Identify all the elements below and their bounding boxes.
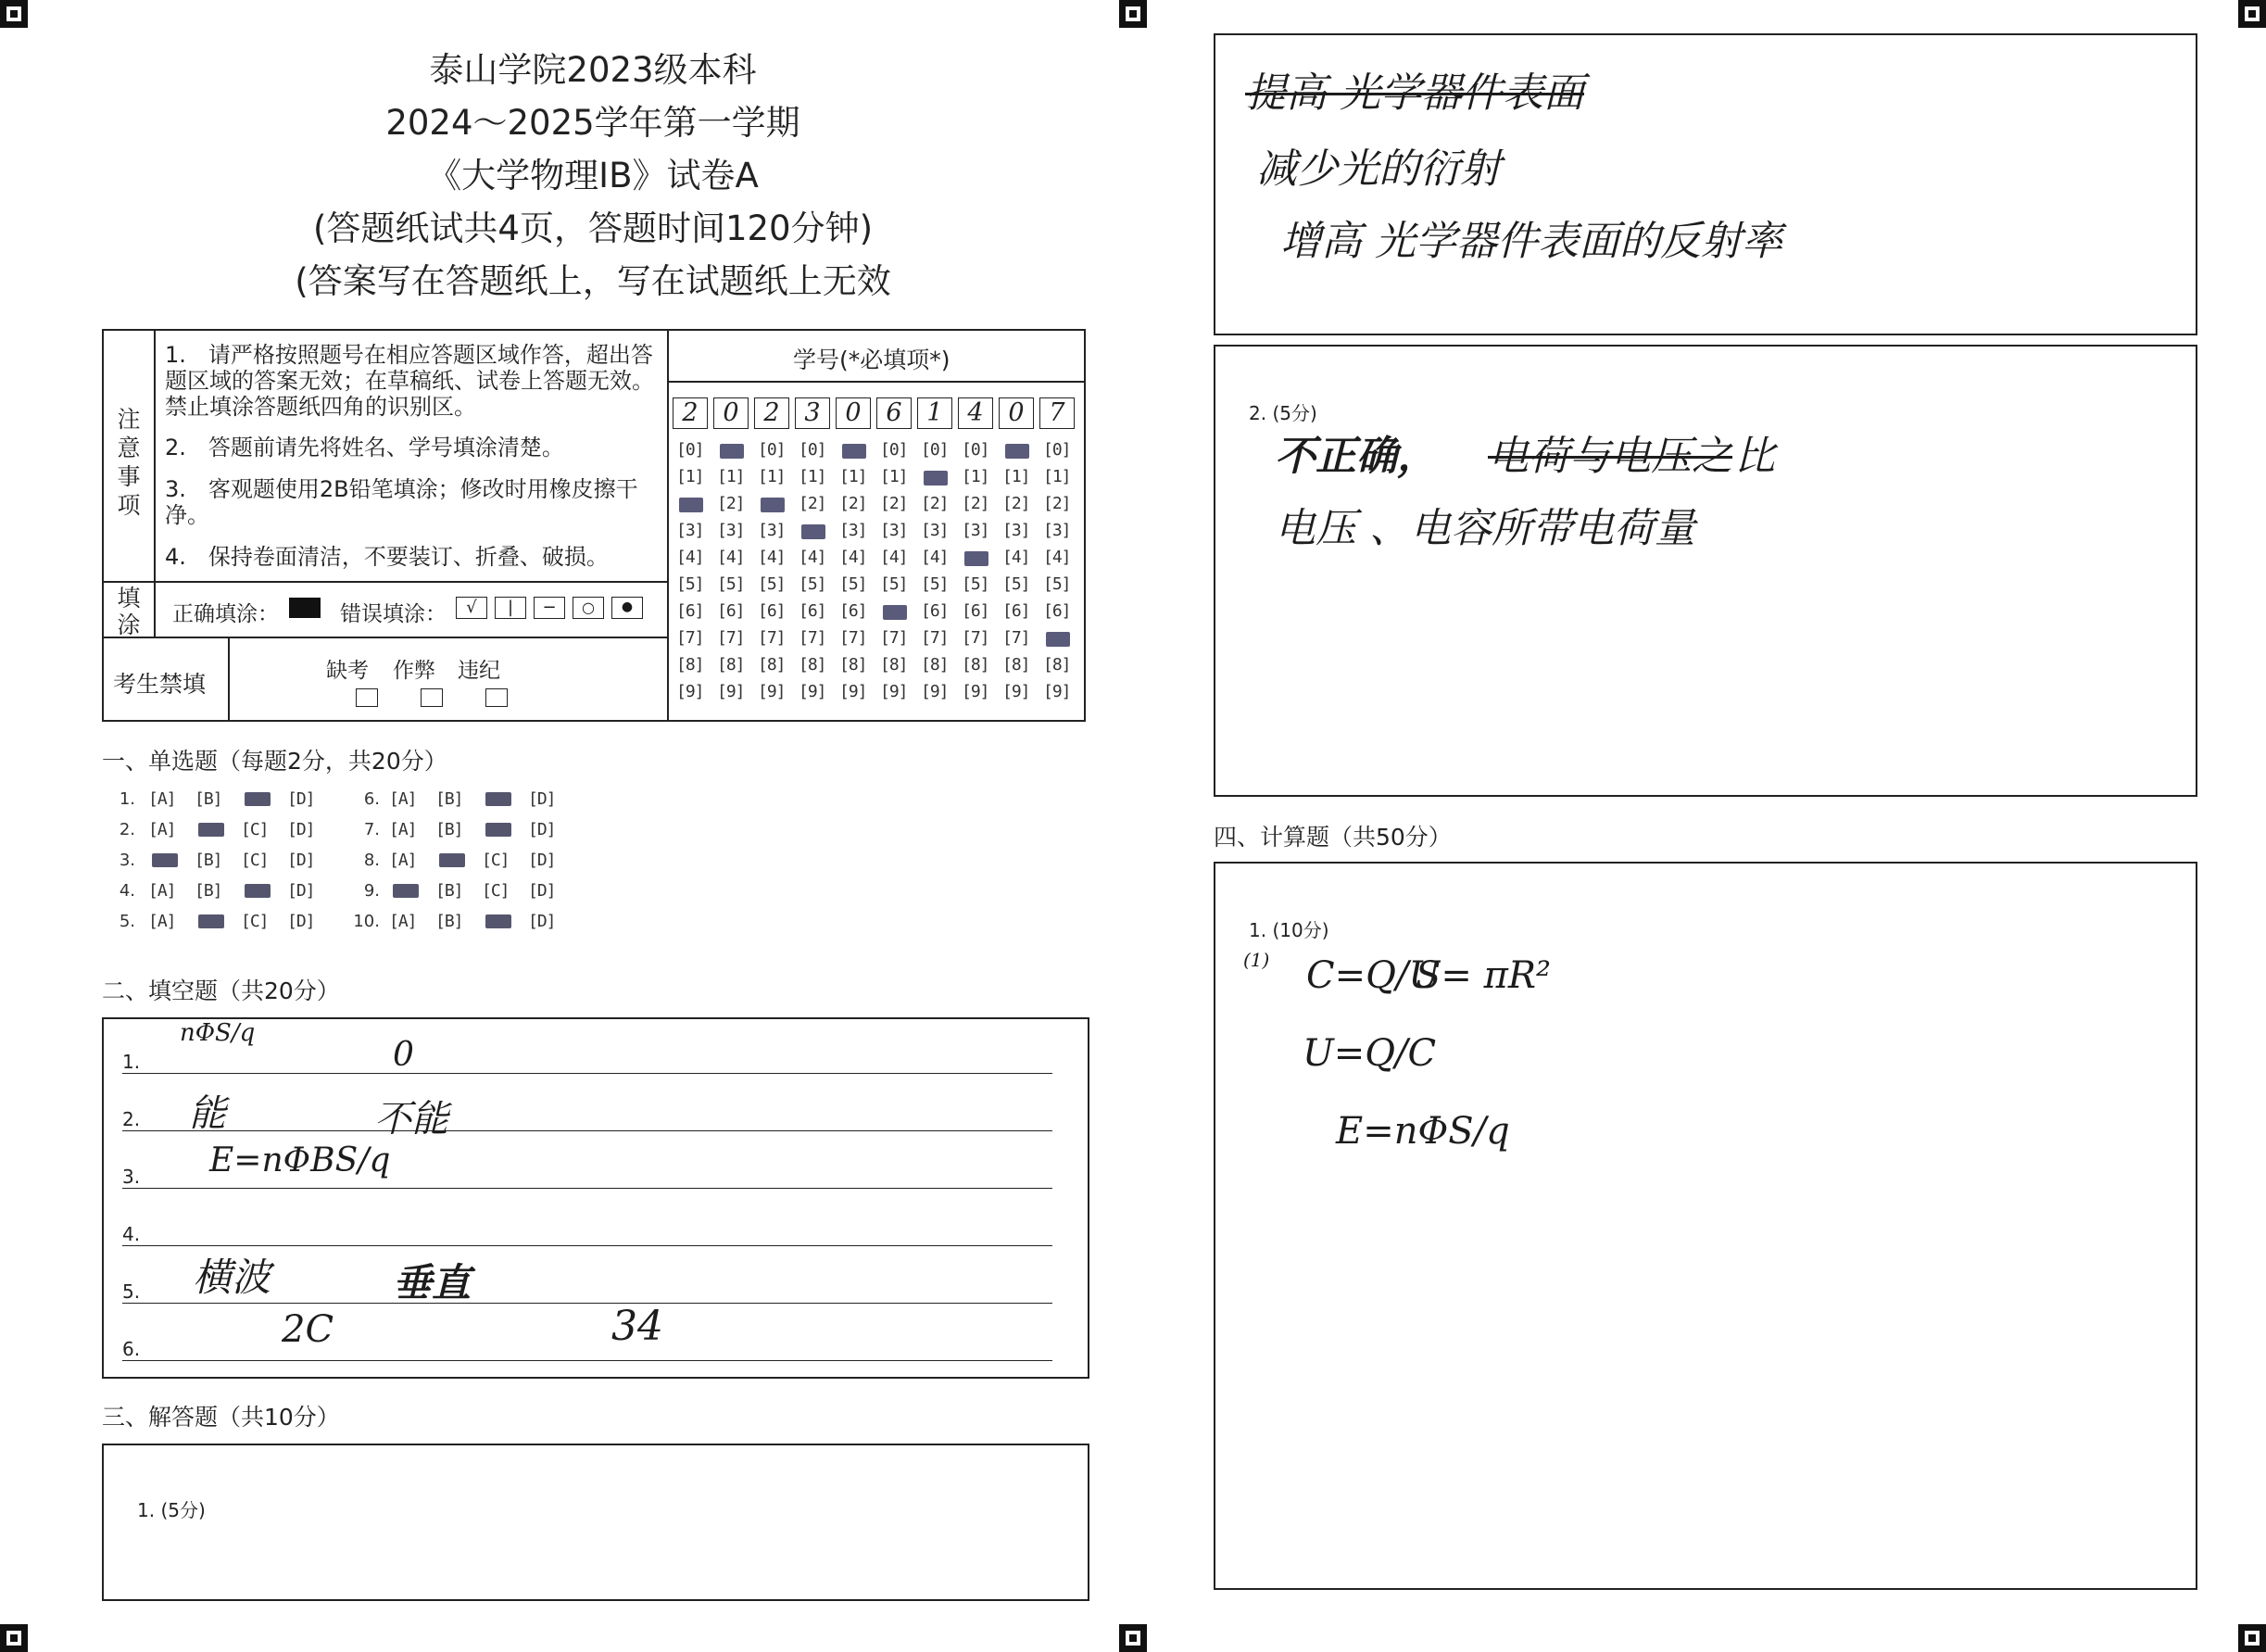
section3-q1-label: 1. (5分) [137, 1499, 206, 1521]
fill-answer-3a: E=nΦBS/q [209, 1141, 391, 1179]
id-bubble[interactable]: [8] [880, 655, 908, 675]
id-bubble[interactable]: [0] [758, 440, 786, 460]
mc-option-bubble[interactable]: [B] [435, 789, 463, 809]
id-bubble[interactable]: [4] [839, 548, 867, 567]
wrong-fill-dash: − [534, 597, 565, 619]
corner-marker-bottom-middle [1119, 1624, 1147, 1652]
fill-label-2: 涂 [117, 612, 141, 638]
wrong-fill-circle: ○ [573, 597, 604, 619]
exam-title-term: 2024～2025学年第一学期 [385, 103, 800, 143]
id-bubble[interactable]: [9] [962, 682, 989, 701]
student-id-digit[interactable]: 2 [673, 397, 708, 429]
student-id-digit[interactable]: 3 [795, 397, 830, 429]
mc-option-bubble[interactable] [195, 912, 222, 931]
forbidden-cheat-box[interactable] [421, 688, 443, 707]
mc-option-bubble[interactable]: [D] [528, 881, 556, 901]
mc-question-number: 10. [353, 912, 380, 931]
id-bubble[interactable]: [5] [839, 574, 867, 594]
mc-option-bubble[interactable]: [C] [241, 912, 269, 931]
id-bubble[interactable]: [4] [717, 548, 745, 567]
struck-answer-line: 提高 光学器件表面 [1245, 69, 1584, 117]
id-bubble[interactable] [1043, 628, 1071, 648]
id-bubble[interactable]: [6] [921, 601, 949, 621]
id-bubble[interactable]: [1] [1043, 467, 1071, 486]
id-bubble[interactable]: [5] [799, 574, 826, 594]
student-id-digit[interactable]: 0 [713, 397, 749, 429]
id-bubble[interactable]: [0] [676, 440, 704, 460]
id-bubble[interactable]: [8] [758, 655, 786, 675]
id-bubble[interactable]: [4] [758, 548, 786, 567]
id-bubble[interactable]: [1] [799, 467, 826, 486]
right-q2-line1-struck: 电荷与电压之 [1488, 433, 1732, 480]
mc-option-bubble[interactable]: [D] [528, 820, 556, 839]
fill-answer-5b: 垂直 [393, 1260, 472, 1305]
student-id-digit[interactable]: 0 [836, 397, 871, 429]
right-answer-box-2 [1214, 345, 2197, 797]
mc-question-number: 7. [363, 820, 380, 839]
mc-option-bubble[interactable] [148, 851, 176, 870]
wrong-fill-bar: | [495, 597, 526, 619]
fill-blank-box [102, 1017, 1089, 1379]
forbidden-violation-box[interactable] [485, 688, 508, 707]
id-bubble[interactable]: [3] [717, 521, 745, 540]
section1-title: 一、单选题（每题2分，共20分） [102, 748, 447, 775]
mc-option-bubble[interactable] [389, 881, 417, 901]
id-bubble[interactable] [839, 440, 867, 460]
section4-part-mark: (1) [1243, 949, 1270, 971]
notice-label-1: 注 [117, 406, 141, 433]
id-bubble[interactable]: [9] [921, 682, 949, 701]
id-bubble[interactable] [799, 521, 826, 540]
id-bubble[interactable]: [8] [1043, 655, 1071, 675]
id-bubble[interactable]: [7] [758, 628, 786, 648]
id-bubble[interactable]: [7] [799, 628, 826, 648]
student-id-digit[interactable]: 2 [754, 397, 789, 429]
id-bubble[interactable]: [0] [962, 440, 989, 460]
notice-item-2: 2. 答题前请先将姓名、学号填涂清楚。 [165, 435, 564, 460]
id-bubble[interactable]: [0] [799, 440, 826, 460]
id-bubble[interactable]: [6] [676, 601, 704, 621]
mc-question-number: 8. [363, 851, 380, 870]
corner-marker-bottom-right [2238, 1624, 2266, 1652]
id-bubble[interactable]: [2] [839, 494, 867, 513]
id-bubble[interactable]: [6] [1043, 601, 1071, 621]
id-bubble[interactable]: [5] [921, 574, 949, 594]
mc-option-bubble[interactable]: [D] [287, 881, 315, 901]
fill-answer-5a: 横波 [193, 1255, 271, 1300]
fill-line-number: 4. [122, 1223, 141, 1245]
mc-question-number: 3. [119, 851, 135, 870]
wrong-fill-label: 错误填涂： [340, 602, 447, 626]
id-bubble[interactable]: [4] [1002, 548, 1030, 567]
right-q2-line2: 电压 、电容所带电荷量 [1275, 505, 1695, 552]
notice-and-id-box [102, 329, 1086, 722]
id-bubble[interactable]: [9] [758, 682, 786, 701]
fill-line-number: 2. [122, 1108, 141, 1130]
exam-title-instruction: (答案写在答题纸上，写在试题纸上无效 [295, 261, 891, 301]
id-bubble[interactable]: [1] [962, 467, 989, 486]
id-bubble[interactable]: [2] [799, 494, 826, 513]
id-bubble[interactable]: [3] [880, 521, 908, 540]
corner-marker-top-left [0, 0, 28, 28]
id-bubble[interactable]: [2] [962, 494, 989, 513]
notice-label-4: 项 [117, 492, 141, 519]
student-id-digit[interactable]: 1 [917, 397, 952, 429]
mc-option-bubble[interactable]: [D] [287, 912, 315, 931]
notice-item-3: 3. 客观题使用2B铅笔填涂；修改时用橡皮擦干净。 [165, 476, 638, 528]
fill-answer-2a: 能 [189, 1092, 226, 1135]
section3-answer-box [102, 1444, 1089, 1601]
fill-answer-2b: 不能 [374, 1098, 448, 1141]
id-bubble[interactable] [1002, 440, 1030, 460]
mc-option-bubble[interactable]: [C] [241, 820, 269, 839]
id-bubble[interactable]: [2] [1043, 494, 1071, 513]
id-bubble[interactable]: [2] [717, 494, 745, 513]
mc-option-bubble[interactable] [241, 881, 269, 901]
fill-answer-line[interactable] [122, 1073, 1052, 1074]
fill-answer-line[interactable] [122, 1303, 1052, 1304]
mc-option-bubble[interactable]: [B] [195, 789, 222, 809]
forbidden-absent-box[interactable] [356, 688, 378, 707]
id-bubble[interactable] [676, 494, 704, 513]
mc-option-bubble[interactable]: [D] [528, 912, 556, 931]
mc-option-bubble[interactable]: [A] [148, 881, 176, 901]
id-bubble[interactable]: [1] [717, 467, 745, 486]
right-q2-line1a: 不正确， [1275, 433, 1438, 480]
forbidden-cheat-label: 作弊 [393, 659, 435, 683]
mc-option-bubble[interactable]: [B] [195, 881, 222, 901]
id-bubble[interactable] [758, 494, 786, 513]
mc-option-bubble[interactable]: [A] [389, 789, 417, 809]
fill-line-number: 1. [122, 1051, 141, 1073]
mc-option-bubble[interactable]: [C] [482, 881, 510, 901]
student-id-digit[interactable]: 0 [999, 397, 1034, 429]
id-bubble[interactable]: [8] [676, 655, 704, 675]
id-bubble[interactable]: [0] [1043, 440, 1071, 460]
id-bubble[interactable]: [3] [758, 521, 786, 540]
id-bubble[interactable]: [2] [921, 494, 949, 513]
id-bubble[interactable]: [5] [1002, 574, 1030, 594]
id-bubble[interactable]: [1] [676, 467, 704, 486]
id-bubble[interactable]: [3] [1043, 521, 1071, 540]
id-bubble[interactable]: [9] [880, 682, 908, 701]
id-bubble[interactable]: [4] [880, 548, 908, 567]
mc-option-bubble[interactable]: [D] [528, 789, 556, 809]
id-bubble[interactable]: [2] [1002, 494, 1030, 513]
exam-title-school: 泰山学院2023级本科 [429, 50, 757, 90]
id-bubble[interactable]: [1] [880, 467, 908, 486]
id-bubble[interactable]: [2] [880, 494, 908, 513]
mc-option-bubble[interactable] [482, 789, 510, 809]
section4-answer-box [1214, 862, 2197, 1590]
id-bubble[interactable]: [5] [962, 574, 989, 594]
id-bubble[interactable]: [9] [799, 682, 826, 701]
student-id-digit[interactable]: 4 [958, 397, 993, 429]
section4-eq-field: E=nΦS/q [1336, 1110, 1510, 1153]
mc-question-number: 9. [363, 881, 380, 901]
id-bubble[interactable]: [5] [880, 574, 908, 594]
id-bubble[interactable] [880, 601, 908, 621]
mc-option-bubble[interactable] [482, 912, 510, 931]
id-bubble[interactable]: [6] [839, 601, 867, 621]
id-bubble[interactable] [921, 467, 949, 486]
mc-question-number: 1. [119, 789, 135, 809]
id-bubble[interactable]: [5] [758, 574, 786, 594]
mc-option-bubble[interactable]: [B] [435, 820, 463, 839]
id-bubble[interactable]: [7] [676, 628, 704, 648]
correct-fill-label: 正确填涂： [172, 602, 279, 626]
fill-answer-line[interactable] [122, 1245, 1052, 1246]
id-bubble[interactable]: [3] [921, 521, 949, 540]
id-bubble[interactable]: [6] [1002, 601, 1030, 621]
id-bubble[interactable]: [0] [880, 440, 908, 460]
answer-line-reduce-diffraction: 减少光的衍射 [1256, 145, 1501, 193]
fill-answer-line[interactable] [122, 1130, 1052, 1131]
corner-marker-top-right [2238, 0, 2266, 28]
corner-marker-bottom-left [0, 1624, 28, 1652]
mc-option-bubble[interactable]: [B] [195, 851, 222, 870]
id-bubble[interactable]: [9] [717, 682, 745, 701]
section4-q1-label: 1. (10分) [1249, 919, 1329, 941]
fill-line-number: 3. [122, 1166, 141, 1188]
mc-option-bubble[interactable] [435, 851, 463, 870]
exam-title-pages: (答题纸试共4页，答题时间120分钟) [312, 208, 874, 248]
fill-answer-6a: 2C [282, 1308, 334, 1351]
id-bubble[interactable]: [9] [1002, 682, 1030, 701]
mc-option-bubble[interactable]: [A] [389, 851, 417, 870]
corner-marker-top-middle [1119, 0, 1147, 28]
id-bubble[interactable]: [4] [799, 548, 826, 567]
correct-fill-example [289, 598, 321, 618]
id-bubble[interactable]: [0] [921, 440, 949, 460]
id-bubble[interactable] [717, 440, 745, 460]
mc-question-number: 6. [363, 789, 380, 809]
id-bubble[interactable]: [8] [921, 655, 949, 675]
id-bubble[interactable]: [3] [962, 521, 989, 540]
mc-option-bubble[interactable]: [A] [148, 820, 176, 839]
id-bubble[interactable]: [7] [962, 628, 989, 648]
id-bubble[interactable]: [7] [839, 628, 867, 648]
exam-title-course: 《大学物理IB》试卷A [427, 156, 759, 195]
fill-answer-line[interactable] [122, 1360, 1052, 1361]
mc-option-bubble[interactable]: [C] [241, 851, 269, 870]
fill-answer-1b: 0 [393, 1036, 414, 1074]
fill-line-number: 6. [122, 1338, 141, 1360]
mc-option-bubble[interactable] [195, 820, 222, 839]
notice-item-1: 1. 请严格按照题号在相应答题区域作答，超出答题区域的答案无效；在草稿纸、试卷上答题无效。禁止填涂答题纸四角的识别区。 [165, 342, 654, 420]
section4-title: 四、计算题（共50分） [1214, 824, 1452, 851]
forbidden-label: 考生禁填 [113, 671, 207, 698]
right-answer-box-1 [1214, 33, 2197, 335]
id-bubble[interactable]: [7] [1002, 628, 1030, 648]
mc-option-bubble[interactable]: [D] [528, 851, 556, 870]
right-q2-line1b: 比 [1734, 433, 1775, 480]
id-bubble[interactable]: [8] [839, 655, 867, 675]
id-bubble[interactable]: [4] [676, 548, 704, 567]
id-bubble[interactable]: [8] [799, 655, 826, 675]
student-id-digit[interactable]: 7 [1039, 397, 1075, 429]
id-bubble[interactable]: [5] [676, 574, 704, 594]
id-bubble[interactable]: [9] [676, 682, 704, 701]
mc-option-bubble[interactable]: [D] [287, 789, 315, 809]
forbidden-absent-label: 缺考 [326, 659, 369, 683]
id-bubble[interactable]: [1] [839, 467, 867, 486]
section4-eq-capacitance: C=Q/U [1306, 954, 1441, 997]
fill-answer-1a-text: nΦS/q [180, 1019, 256, 1047]
id-bubble[interactable]: [4] [921, 548, 949, 567]
id-bubble[interactable]: [4] [1043, 548, 1071, 567]
id-bubble[interactable]: [6] [962, 601, 989, 621]
forbidden-violation-label: 违纪 [458, 659, 500, 683]
mc-option-bubble[interactable]: [C] [482, 851, 510, 870]
id-bubble[interactable]: [6] [717, 601, 745, 621]
mc-question-number: 4. [119, 881, 135, 901]
section3-title: 三、解答题（共10分） [102, 1404, 340, 1431]
id-bubble[interactable]: [3] [1002, 521, 1030, 540]
id-bubble[interactable]: [7] [921, 628, 949, 648]
notice-item-4: 4. 保持卷面清洁，不要装订、折叠、破损。 [165, 544, 609, 570]
mc-option-bubble[interactable]: [A] [389, 912, 417, 931]
id-bubble[interactable]: [3] [839, 521, 867, 540]
id-bubble[interactable]: [9] [839, 682, 867, 701]
answer-line-increase-reflection: 增高 光学器件表面的反射率 [1280, 218, 1782, 265]
mc-option-bubble[interactable]: [A] [148, 912, 176, 931]
notice-label-2: 意 [117, 435, 141, 461]
id-bubble[interactable]: [7] [717, 628, 745, 648]
wrong-fill-dot: ● [611, 597, 643, 619]
id-bubble[interactable]: [5] [717, 574, 745, 594]
fill-answer-6b: 34 [611, 1303, 663, 1350]
mc-option-bubble[interactable]: [B] [435, 912, 463, 931]
id-bubble[interactable]: [8] [1002, 655, 1030, 675]
id-bubble[interactable]: [6] [758, 601, 786, 621]
id-bubble[interactable]: [8] [717, 655, 745, 675]
student-id-digit[interactable]: 6 [876, 397, 912, 429]
wrong-fill-check: √ [456, 597, 487, 619]
mc-option-bubble[interactable] [241, 789, 269, 809]
mc-option-bubble[interactable]: [A] [148, 789, 176, 809]
right-q2-label: 2. (5分) [1249, 402, 1317, 424]
id-bubble[interactable]: [1] [758, 467, 786, 486]
section4-eq-voltage: U=Q/C [1303, 1032, 1437, 1075]
mc-option-bubble[interactable]: [B] [435, 881, 463, 901]
id-bubble[interactable]: [5] [1043, 574, 1071, 594]
section2-title: 二、填空题（共20分） [102, 977, 340, 1004]
fill-label-1: 填 [117, 585, 141, 612]
fill-line-number: 5. [122, 1280, 141, 1303]
mc-option-bubble[interactable]: [A] [389, 820, 417, 839]
mc-option-bubble[interactable]: [D] [287, 851, 315, 870]
id-bubble[interactable]: [3] [676, 521, 704, 540]
id-bubble[interactable]: [1] [1002, 467, 1030, 486]
id-bubble[interactable]: [9] [1043, 682, 1071, 701]
section4-eq-area: S= πR² [1416, 954, 1552, 997]
mc-question-number: 5. [119, 912, 135, 931]
id-bubble[interactable]: [8] [962, 655, 989, 675]
notice-label-3: 事 [117, 463, 141, 490]
fill-answer-1a [180, 1021, 255, 1045]
id-bubble[interactable] [962, 548, 989, 567]
mc-question-number: 2. [119, 820, 135, 839]
mc-option-bubble[interactable] [482, 820, 510, 839]
mc-option-bubble[interactable]: [D] [287, 820, 315, 839]
fill-answer-line[interactable] [122, 1188, 1052, 1189]
student-id-label: 学号(*必填项*) [793, 347, 950, 373]
id-bubble[interactable]: [7] [880, 628, 908, 648]
id-bubble[interactable]: [6] [799, 601, 826, 621]
